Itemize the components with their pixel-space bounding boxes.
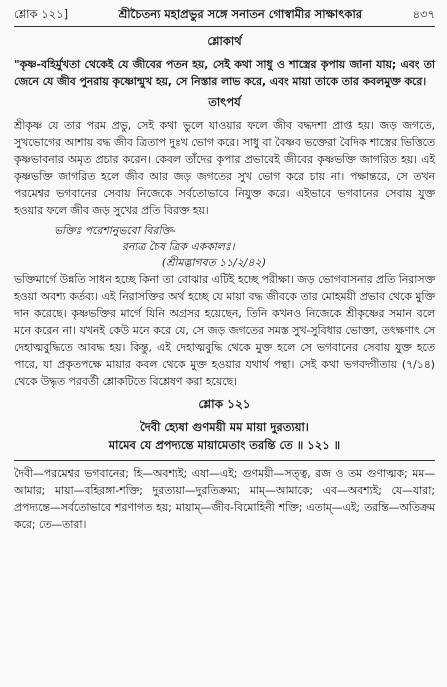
translation-text: "কৃষ্ণ-বহির্মুখতা থেকেই যে জীবের পতন হয়, সেই কথা সাধু ও শাস্ত্রের কৃপায় জানা যায়; এবং তা জেনে যে জীব পুনরায় কৃষ্ণোন্মুখ হয়, সে নিস্তার লাভ করে, এবং মায়া তাকে তার কবলমুক্ত করে। bbox=[14, 58, 435, 88]
quoted-verse bbox=[14, 223, 435, 271]
quoted-verse-reference: (শ্রীমদ্ভাগবত ১১/২/৪২) bbox=[162, 256, 266, 269]
purport-paragraph-1: শ্রীকৃষ্ণ যে তার পরম প্রভু, সেই কথা ভুলে যাওয়ার ফলে জীব বদ্ধদশা প্রাপ্ত হয়। জড় জগতে, সুখভোগের আশায় বদ্ধ জীব ত্রিতাপ দুঃখ ভোগ করে। সাধু বা বৈষ্ণব ভক্তেরা বৈদিক শাস্ত্রের ভিত্তিতে কৃষ্ণভাবনার অমৃত প্রচার করেন। কেবল তাঁদের কৃপার প্রভাবেই জীবের কৃষ্ণভক্তি জাগরিত হয়। এই কৃষ্ণভক্তি জাগরিত হলে জীব আর জড় জগতের সুখ ভোগ করে চায় না। পক্ষান্তরে, সে তখন পরমেশ্বর ভগবানের সেবায় নিজেকে সর্বতোভাবে নিযুক্ত করে। এইভাবে ভগবানের সেবায় যুক্ত হওয়ার ফলে জীব জড় সুখের প্রতি বিরক্ত হয়। bbox=[14, 119, 435, 217]
quoted-verse-line-1: ভক্তিঃ পরেশানুভবো বিরক্তি- bbox=[54, 224, 176, 237]
quoted-verse-line-2: রন্যত্র চৈষ ত্রিক এককালঃ। bbox=[122, 240, 235, 253]
page-number: ৪৩৭ bbox=[412, 7, 435, 21]
sloka-line-2: মামেব যে প্রপদ্যন্তে মায়ামেতাং তরন্তি তে ॥ ১২১ ॥ bbox=[108, 438, 341, 452]
sloka-title: শ্লোক ১২১ bbox=[198, 397, 251, 411]
purport-paragraph-2: ভক্তিমার্গে উন্নতি সাধন হচ্ছে কিনা তা বোঝার এটিই হচ্ছে পরীক্ষা। জড় ভোগবাসনার প্রতি নিরাসক্ত হওয়া অবশ্য কর্তব্য। এই নিরাসক্তির অর্থ হচ্ছে যে মায়া বদ্ধ জীবকে তার মোহময়ী প্রভাব থেকে মুক্তি দান করেছে। কৃষ্ণভক্তির মার্গে যিনি অগ্রসর হয়েছেন, তিনি কখনও নিজেকে শ্রীকৃষ্ণের সমান বলে মনে করেন না। যখনই কেউ মনে করে যে, সে জড় জগতের সমস্ত সুখ-সুবিধার ভোক্তা, তৎক্ষণাৎ সে দেহাত্মবুদ্ধিতে আবদ্ধ হয়। কিন্তু, এই দেহাত্মবুদ্ধি থেকে মুক্ত হলে সে ভগবানের সেবায় যুক্ত হতে পারে, যা প্রকৃতপক্ষে মায়ার কবল থেকে মুক্ত হওয়ার যথার্থ পন্থা। সেই কথা ভগবদ্গীতায় (৭/১৪) থেকে উদ্ধৃত পরবর্তী শ্লোকটিতে বিশ্লেষণ করা হয়েছে। bbox=[14, 273, 435, 388]
word-meanings-rule bbox=[14, 460, 435, 461]
header-rule bbox=[14, 26, 435, 27]
header-title: শ্রীচৈতন্য মহাপ্রভুর সঙ্গে সনাতন গোস্বামীর সাক্ষাৎকার bbox=[118, 7, 363, 21]
translation-heading: শ্লোকার্থ bbox=[207, 34, 242, 48]
header-verse-ref: শ্লোক ১২১] bbox=[14, 7, 69, 21]
purport-heading: তাৎপর্য bbox=[208, 95, 241, 109]
running-header bbox=[14, 6, 435, 24]
word-meanings: দৈবী—পরমেশ্বর ভগবানের; হি—অবশ্যই; এষা—এই; গুণময়ী—সত্ত্ব, রজ ও তম গুণাত্মক; মম—আমার; মায়া—বহিরঙ্গা-শক্তি; দুরত্যয়া—দুরতিক্রম্য; মাম্—আমাকে; এব—অবশ্যই; যে—যারা; প্রপদ্যন্তে—সর্বতোভাবে শরণাগত হয়; মায়াম্—জীব-বিমোহিনী শক্তি; এতাম্—এই; তরন্তি—অতিক্রম করে; তে—তারা। bbox=[14, 467, 435, 531]
sloka-line-1: দৈবী হ্যেষা গুণময়ী মম মায়া দুরত্যয়া। bbox=[140, 420, 309, 434]
